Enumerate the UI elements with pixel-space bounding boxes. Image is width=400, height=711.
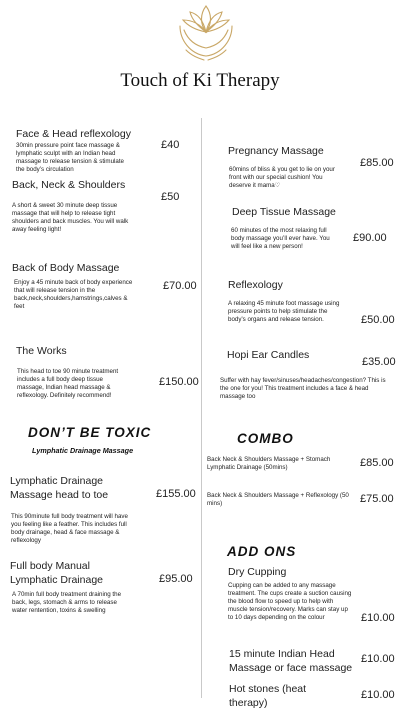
back-neck-desc: A short & sweet 30 minute deep tissue massage that will help to release tight shoulders and back muscles. You will walk away feeling light! [12,202,129,233]
works-price: £150.00 [159,376,199,388]
deep-tissue-desc: 60 minutes of the most relaxing full body massage you’ll ever have. You will feel like a new person! [231,227,330,250]
lotus-hands-icon [170,0,242,62]
pregnancy-price: £85.00 [360,157,394,169]
reflexology-desc: A relaxing 45 minute foot massage using pressure points to help stimulate the body’s organs and release tension. [228,300,340,323]
back-neck-price: £50 [161,191,180,203]
back-body-desc: Enjoy a 45 minute back of body experience that will release tension in the back,neck,shoulders,hamstrings,calves & feet [14,279,133,310]
combo-heading: COMBO [237,431,294,446]
column-divider [201,118,202,698]
face-head-desc: 30min pressure point face massage & lymphatic sculpt with an Indian head massage to release tension & stimulate the body’s circulation [16,142,124,173]
combo2-price: £75.00 [360,493,394,505]
back-neck-title: Back, Neck & Shoulders [12,179,126,191]
cupping-price: £10.00 [361,612,395,624]
works-title: The Works [16,345,67,357]
combo1-price: £85.00 [360,457,394,469]
lymph-toe-desc: This 90minute full body treatment will have you feeling like a feather. This includes full body drainage, head & face massage & reflexology [11,513,128,544]
combo2-desc: Back Neck & Shoulders Massage + Reflexology (50 mins) [207,492,349,507]
cupping-title: Dry Cupping [228,566,287,578]
lymph-toe-title: Lymphatic Drainage Massage head to toe [10,475,109,501]
indian-head-title: 15 minute Indian Head Massage or face massage [229,648,353,674]
reflexology-price: £50.00 [361,314,395,326]
reflexology-title: Reflexology [228,279,283,291]
pregnancy-desc: 60mins of bliss & you get to lie on your front with our special cushion! You deserve it mama♡ [229,166,335,189]
full-body-title: Full body Manual Lymphatic Drainage [10,560,103,586]
full-body-desc: A 70min full body treatment draining the back, legs, stomach & arms to release water rentention, toxins & swelling [12,591,122,614]
face-head-price: £40 [161,139,180,151]
lymphatic-subheading: Lymphatic Drainage Massage [32,446,134,455]
back-body-title: Back of Body Massage [12,262,120,274]
indian-head-price: £10.00 [361,653,395,665]
dont-be-toxic-heading: DON’T BE TOXIC [28,425,152,440]
hopi-desc: Suffer with hay fever/sinuses/headaches/congestion? This is the one for you! This treatment includes a face & head massage too [220,377,386,400]
deep-tissue-price: £90.00 [353,232,387,244]
back-body-price: £70.00 [163,280,197,292]
full-body-price: £95.00 [159,573,193,585]
deep-tissue-title: Deep Tissue Massage [232,206,336,218]
pregnancy-title: Pregnancy Massage [228,145,324,157]
combo1-desc: Back Neck & Shoulders Massage + Stomach Lymphatic Drainage (50mins) [207,456,331,471]
add-ons-heading: ADD ONS [227,544,297,559]
hopi-price: £35.00 [362,356,396,368]
lymph-toe-price: £155.00 [156,488,196,500]
hot-stones-price: £10.00 [361,689,395,701]
hopi-title: Hopi Ear Candles [227,349,310,361]
works-desc: This head to toe 90 minute treatment includes a full body deep tissue massage, Indian head massage & reflexology. Definitely recommend! [17,368,119,399]
brand-title: Touch of Ki Therapy [120,70,280,91]
cupping-desc: Cupping can be added to any massage treatment. The cups create a suction causing the blood flow to speed up to help with muscle tension/recovery. Marks can stay up to 10 days depending on the colour [228,582,352,621]
hot-stones-title: Hot stones (heat therapy) [229,683,307,709]
face-head-title: Face & Head reflexology [16,128,131,140]
